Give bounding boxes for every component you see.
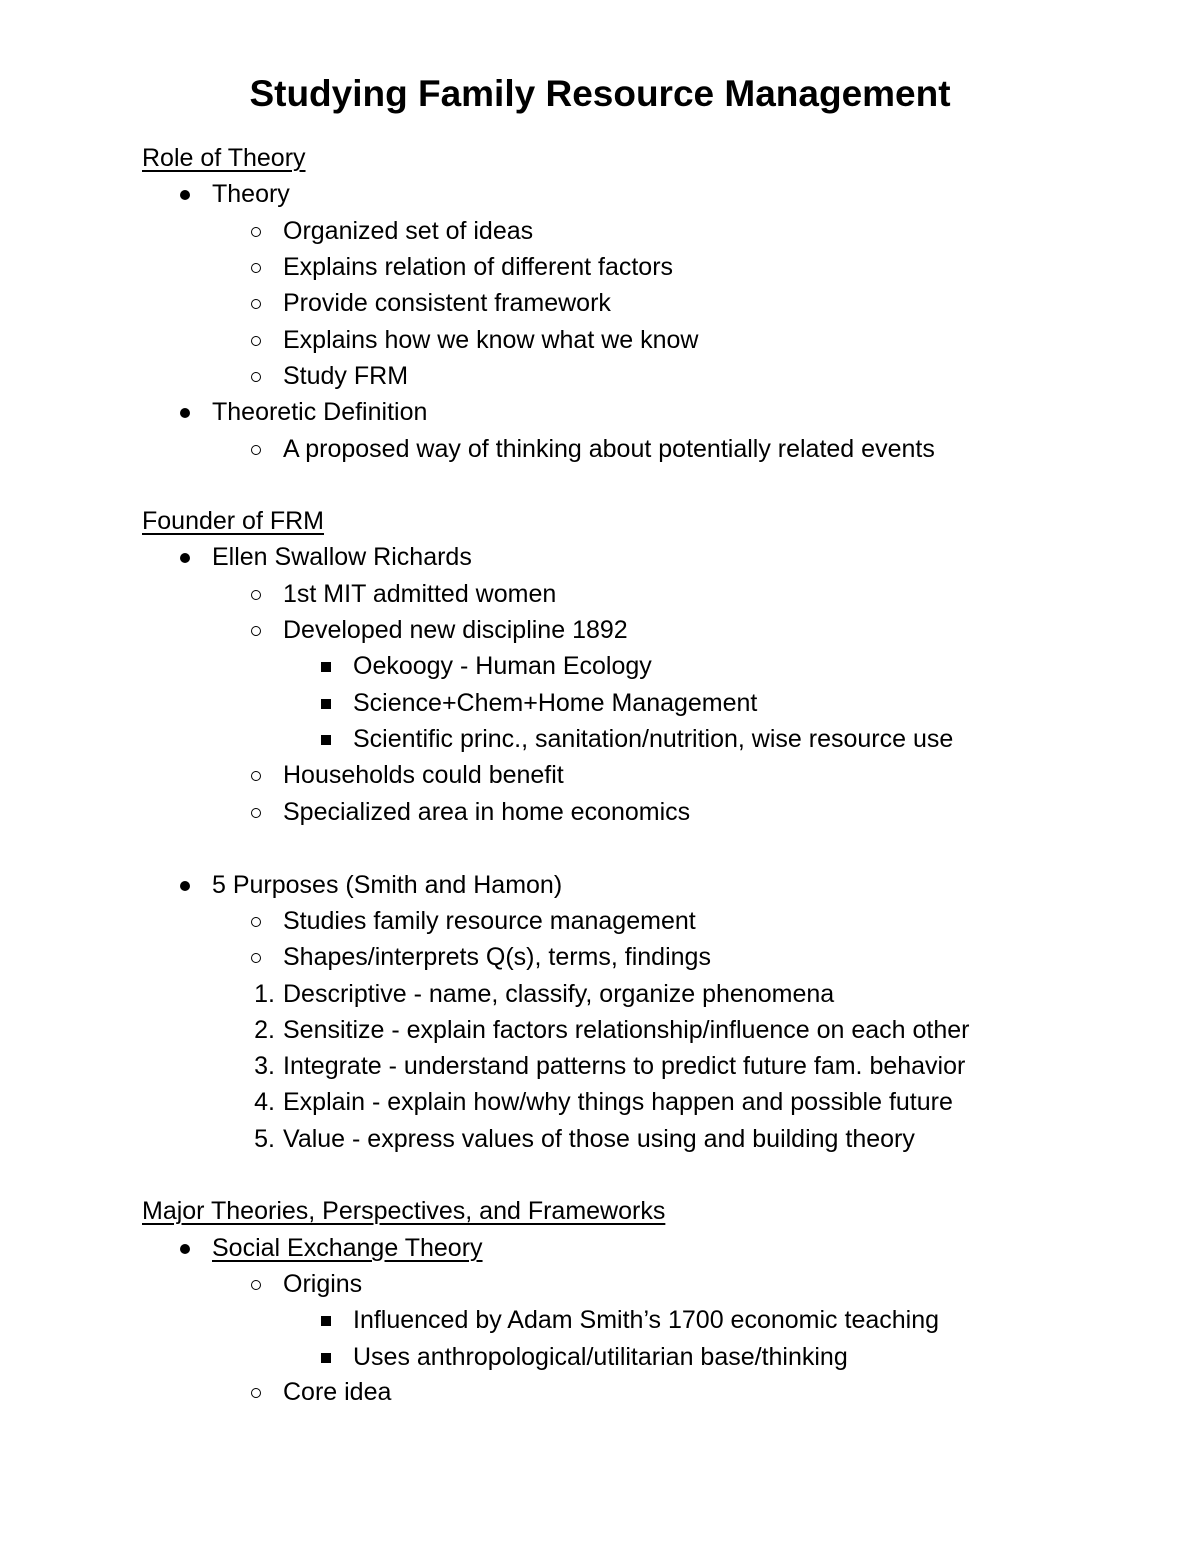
list-number: 3.: [254, 1052, 275, 1080]
list-item: Study FRM: [283, 361, 408, 391]
hollow-bullet-icon: [251, 445, 261, 455]
list-number: 4.: [254, 1088, 275, 1116]
numbered-item: 2. Sensitize - explain factors relationship/influence on each other: [283, 1015, 970, 1045]
list-number: 5.: [254, 1125, 275, 1153]
list-item: Social Exchange Theory: [212, 1233, 483, 1263]
hollow-bullet-icon: [251, 1280, 261, 1290]
list-number: 2.: [254, 1016, 275, 1044]
list-item: 5 Purposes (Smith and Hamon): [212, 870, 562, 900]
hollow-bullet-icon: [251, 1388, 261, 1398]
hollow-bullet-icon: [251, 263, 261, 273]
section-heading-major-theories: Major Theories, Perspectives, and Frameworks: [142, 1197, 666, 1225]
list-item: Explains how we know what we know: [283, 325, 698, 355]
page-title: Studying Family Resource Management: [249, 73, 951, 114]
numbered-item: 4. Explain - explain how/why things happen and possible future: [283, 1087, 953, 1117]
bullet-icon: [180, 1244, 190, 1254]
square-bullet-icon: [321, 1316, 331, 1326]
hollow-bullet-icon: [251, 299, 261, 309]
square-bullet-icon: [321, 699, 331, 709]
list-item: Theory: [212, 179, 290, 209]
list-item: Theoretic Definition: [212, 397, 427, 427]
square-bullet-icon: [321, 735, 331, 745]
hollow-bullet-icon: [251, 953, 261, 963]
square-bullet-icon: [321, 1353, 331, 1363]
list-item: Provide consistent framework: [283, 288, 611, 318]
list-item: Developed new discipline 1892: [283, 615, 628, 645]
numbered-item: 3. Integrate - understand patterns to predict future fam. behavior: [283, 1051, 965, 1081]
list-item: Scientific princ., sanitation/nutrition, wise resource use: [353, 724, 953, 754]
hollow-bullet-icon: [251, 227, 261, 237]
list-number: 1.: [254, 980, 275, 1008]
bullet-icon: [180, 881, 190, 891]
section-heading-role-of-theory: Role of Theory: [142, 144, 306, 172]
numbered-item: 5. Value - express values of those using and building theory: [283, 1124, 915, 1154]
hollow-bullet-icon: [251, 808, 261, 818]
list-item: Influenced by Adam Smith’s 1700 economic teaching: [353, 1305, 939, 1335]
list-item: Specialized area in home economics: [283, 797, 690, 827]
hollow-bullet-icon: [251, 771, 261, 781]
list-item: Explains relation of different factors: [283, 252, 673, 282]
list-item: Core idea: [283, 1377, 391, 1407]
bullet-icon: [180, 408, 190, 418]
list-item: Studies family resource management: [283, 906, 696, 936]
numbered-item: 1. Descriptive - name, classify, organize phenomena: [283, 979, 834, 1009]
section-heading-founder: Founder of FRM: [142, 507, 325, 535]
hollow-bullet-icon: [251, 590, 261, 600]
list-item: Origins: [283, 1269, 362, 1299]
bullet-icon: [180, 190, 190, 200]
bullet-icon: [180, 553, 190, 563]
list-item: A proposed way of thinking about potentially related events: [283, 434, 935, 464]
list-item: Oekoogy - Human Ecology: [353, 651, 652, 681]
hollow-bullet-icon: [251, 626, 261, 636]
list-item: Science+Chem+Home Management: [353, 688, 757, 718]
list-item: Ellen Swallow Richards: [212, 542, 472, 572]
hollow-bullet-icon: [251, 372, 261, 382]
hollow-bullet-icon: [251, 336, 261, 346]
square-bullet-icon: [321, 662, 331, 672]
hollow-bullet-icon: [251, 917, 261, 927]
list-item: Organized set of ideas: [283, 216, 533, 246]
list-item: Shapes/interprets Q(s), terms, findings: [283, 942, 711, 972]
list-item: Uses anthropological/utilitarian base/thinking: [353, 1342, 848, 1372]
list-item: Households could benefit: [283, 760, 564, 790]
list-item: 1st MIT admitted women: [283, 579, 556, 609]
